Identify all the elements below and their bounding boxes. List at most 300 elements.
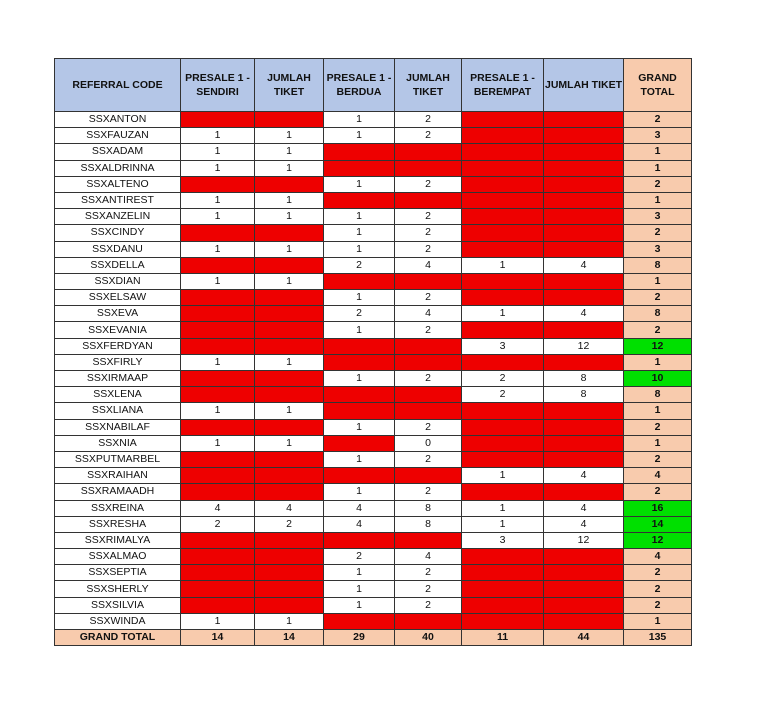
referral-code-cell: SSXSILVIA bbox=[55, 597, 181, 613]
value-cell: 2 bbox=[395, 290, 462, 306]
referral-code-cell: SSXLIANA bbox=[55, 403, 181, 419]
value-cell bbox=[255, 565, 324, 581]
value-cell: 4 bbox=[324, 516, 395, 532]
table-row bbox=[55, 338, 692, 354]
value-cell bbox=[395, 532, 462, 548]
grand-total-cell: 8 bbox=[624, 306, 692, 322]
value-cell: 1 bbox=[181, 613, 255, 629]
value-cell: 2 bbox=[255, 516, 324, 532]
grand-total-cell: 12 bbox=[624, 338, 692, 354]
table-body bbox=[55, 112, 692, 630]
value-cell bbox=[255, 451, 324, 467]
value-cell: 2 bbox=[395, 225, 462, 241]
value-cell bbox=[462, 565, 544, 581]
value-cell bbox=[181, 322, 255, 338]
value-cell bbox=[324, 403, 395, 419]
referral-code-cell: SSXRIMALYA bbox=[55, 532, 181, 548]
total-cell: 29 bbox=[324, 630, 395, 646]
value-cell bbox=[544, 322, 624, 338]
value-cell: 1 bbox=[324, 322, 395, 338]
value-cell bbox=[395, 160, 462, 176]
value-cell bbox=[255, 338, 324, 354]
value-cell: 1 bbox=[181, 435, 255, 451]
header-grand-total: GRAND TOTAL bbox=[624, 59, 692, 112]
value-cell: 8 bbox=[395, 516, 462, 532]
total-cell: 14 bbox=[255, 630, 324, 646]
referral-code-cell: SSXIRMAAP bbox=[55, 371, 181, 387]
grand-total-cell: 14 bbox=[624, 516, 692, 532]
value-cell: 3 bbox=[462, 532, 544, 548]
grand-total-cell: 2 bbox=[624, 565, 692, 581]
grand-total-cell: 1 bbox=[624, 144, 692, 160]
value-cell bbox=[462, 128, 544, 144]
value-cell bbox=[255, 597, 324, 613]
total-cell: 44 bbox=[544, 630, 624, 646]
value-cell bbox=[462, 225, 544, 241]
value-cell: 1 bbox=[181, 144, 255, 160]
value-cell bbox=[544, 565, 624, 581]
grand-total-row bbox=[55, 630, 692, 646]
value-cell bbox=[462, 613, 544, 629]
table-row bbox=[55, 257, 692, 273]
referral-code-cell: SSXPUTMARBEL bbox=[55, 451, 181, 467]
value-cell: 4 bbox=[395, 549, 462, 565]
value-cell bbox=[255, 322, 324, 338]
value-cell bbox=[395, 387, 462, 403]
value-cell: 2 bbox=[395, 322, 462, 338]
referral-code-cell: SSXANTIREST bbox=[55, 192, 181, 208]
value-cell bbox=[544, 241, 624, 257]
referral-code-cell: SSXREINA bbox=[55, 500, 181, 516]
value-cell: 2 bbox=[324, 306, 395, 322]
grand-total-cell: 1 bbox=[624, 273, 692, 289]
table-row bbox=[55, 322, 692, 338]
value-cell: 2 bbox=[395, 597, 462, 613]
grand-total-cell: 2 bbox=[624, 290, 692, 306]
value-cell bbox=[255, 532, 324, 548]
value-cell bbox=[462, 160, 544, 176]
value-cell: 1 bbox=[255, 613, 324, 629]
value-cell bbox=[181, 451, 255, 467]
value-cell bbox=[462, 176, 544, 192]
value-cell bbox=[255, 225, 324, 241]
table-row bbox=[55, 160, 692, 176]
value-cell bbox=[255, 387, 324, 403]
grand-total-cell: 2 bbox=[624, 451, 692, 467]
value-cell bbox=[255, 257, 324, 273]
grand-total-cell: 1 bbox=[624, 403, 692, 419]
value-cell bbox=[544, 144, 624, 160]
value-cell bbox=[324, 144, 395, 160]
table-row bbox=[55, 565, 692, 581]
header-presale-berdua: PRESALE 1 - BERDUA bbox=[324, 59, 395, 112]
table-row bbox=[55, 581, 692, 597]
value-cell: 2 bbox=[462, 371, 544, 387]
table-row bbox=[55, 500, 692, 516]
value-cell bbox=[324, 387, 395, 403]
value-cell bbox=[395, 613, 462, 629]
value-cell: 2 bbox=[395, 128, 462, 144]
header-referral-code: REFERRAL CODE bbox=[55, 59, 181, 112]
value-cell: 1 bbox=[255, 354, 324, 370]
value-cell: 1 bbox=[324, 597, 395, 613]
referral-code-cell: SSXEVA bbox=[55, 306, 181, 322]
value-cell bbox=[255, 468, 324, 484]
value-cell bbox=[255, 581, 324, 597]
value-cell: 1 bbox=[324, 565, 395, 581]
value-cell bbox=[181, 565, 255, 581]
referral-code-cell: SSXRAIHAN bbox=[55, 468, 181, 484]
value-cell bbox=[544, 451, 624, 467]
value-cell bbox=[462, 209, 544, 225]
table-row bbox=[55, 112, 692, 128]
value-cell: 1 bbox=[181, 354, 255, 370]
value-cell bbox=[181, 468, 255, 484]
value-cell: 1 bbox=[181, 128, 255, 144]
grand-total-cell: 4 bbox=[624, 549, 692, 565]
value-cell bbox=[544, 176, 624, 192]
grand-total-cell: 3 bbox=[624, 241, 692, 257]
value-cell: 1 bbox=[324, 581, 395, 597]
value-cell bbox=[181, 549, 255, 565]
value-cell bbox=[324, 468, 395, 484]
value-cell: 1 bbox=[181, 241, 255, 257]
value-cell: 1 bbox=[324, 112, 395, 128]
value-cell bbox=[395, 338, 462, 354]
referral-code-cell: SSXDELLA bbox=[55, 257, 181, 273]
table-row bbox=[55, 597, 692, 613]
value-cell bbox=[181, 581, 255, 597]
value-cell: 1 bbox=[462, 468, 544, 484]
referral-code-cell: SSXWINDA bbox=[55, 613, 181, 629]
grand-total-cell: 8 bbox=[624, 387, 692, 403]
value-cell: 1 bbox=[324, 128, 395, 144]
value-cell: 1 bbox=[255, 160, 324, 176]
value-cell: 4 bbox=[544, 516, 624, 532]
value-cell bbox=[181, 532, 255, 548]
referral-code-cell: SSXSEPTIA bbox=[55, 565, 181, 581]
value-cell bbox=[181, 176, 255, 192]
value-cell bbox=[544, 192, 624, 208]
value-cell bbox=[324, 338, 395, 354]
value-cell bbox=[255, 484, 324, 500]
table-row bbox=[55, 290, 692, 306]
value-cell bbox=[462, 419, 544, 435]
value-cell bbox=[181, 597, 255, 613]
value-cell: 0 bbox=[395, 435, 462, 451]
value-cell: 1 bbox=[181, 403, 255, 419]
value-cell bbox=[544, 225, 624, 241]
value-cell bbox=[462, 549, 544, 565]
grand-total-cell: 2 bbox=[624, 484, 692, 500]
grand-total-cell: 1 bbox=[624, 192, 692, 208]
grand-total-cell: 2 bbox=[624, 322, 692, 338]
value-cell bbox=[395, 403, 462, 419]
referral-code-cell: SSXLENA bbox=[55, 387, 181, 403]
value-cell bbox=[462, 112, 544, 128]
value-cell bbox=[462, 451, 544, 467]
referral-code-cell: SSXCINDY bbox=[55, 225, 181, 241]
table-row bbox=[55, 451, 692, 467]
table-row bbox=[55, 419, 692, 435]
table-row bbox=[55, 532, 692, 548]
value-cell bbox=[462, 273, 544, 289]
value-cell bbox=[462, 484, 544, 500]
table-row bbox=[55, 241, 692, 257]
referral-code-cell: SSXNABILAF bbox=[55, 419, 181, 435]
value-cell: 2 bbox=[324, 257, 395, 273]
value-cell: 2 bbox=[395, 241, 462, 257]
grand-total-cell: 2 bbox=[624, 112, 692, 128]
value-cell: 2 bbox=[395, 451, 462, 467]
total-cell: 14 bbox=[181, 630, 255, 646]
table-row bbox=[55, 209, 692, 225]
total-cell: 135 bbox=[624, 630, 692, 646]
value-cell bbox=[462, 597, 544, 613]
value-cell: 8 bbox=[395, 500, 462, 516]
value-cell bbox=[181, 306, 255, 322]
value-cell: 1 bbox=[462, 516, 544, 532]
value-cell: 1 bbox=[255, 128, 324, 144]
value-cell bbox=[544, 581, 624, 597]
referral-code-cell: SSXEVANIA bbox=[55, 322, 181, 338]
table-row bbox=[55, 371, 692, 387]
grand-total-cell: 2 bbox=[624, 176, 692, 192]
total-cell: 11 bbox=[462, 630, 544, 646]
grand-total-cell: 1 bbox=[624, 613, 692, 629]
table-row bbox=[55, 192, 692, 208]
grand-total-cell: 1 bbox=[624, 354, 692, 370]
grand-total-cell: 3 bbox=[624, 128, 692, 144]
value-cell: 1 bbox=[255, 209, 324, 225]
value-cell: 2 bbox=[395, 371, 462, 387]
value-cell bbox=[462, 144, 544, 160]
total-cell: 40 bbox=[395, 630, 462, 646]
value-cell bbox=[544, 403, 624, 419]
value-cell bbox=[181, 387, 255, 403]
value-cell: 4 bbox=[324, 500, 395, 516]
table-row bbox=[55, 225, 692, 241]
total-label: GRAND TOTAL bbox=[55, 630, 181, 646]
referral-code-cell: SSXELSAW bbox=[55, 290, 181, 306]
value-cell: 4 bbox=[544, 306, 624, 322]
referral-code-cell: SSXDIAN bbox=[55, 273, 181, 289]
table-row bbox=[55, 354, 692, 370]
value-cell bbox=[395, 144, 462, 160]
value-cell: 1 bbox=[324, 451, 395, 467]
header-presale-sendiri: PRESALE 1 - SENDIRI bbox=[181, 59, 255, 112]
value-cell bbox=[255, 419, 324, 435]
value-cell: 2 bbox=[395, 565, 462, 581]
value-cell bbox=[544, 484, 624, 500]
grand-total-cell: 3 bbox=[624, 209, 692, 225]
value-cell: 1 bbox=[181, 192, 255, 208]
value-cell: 1 bbox=[255, 241, 324, 257]
referral-code-cell: SSXFERDYAN bbox=[55, 338, 181, 354]
value-cell: 4 bbox=[255, 500, 324, 516]
value-cell bbox=[544, 354, 624, 370]
value-cell bbox=[395, 354, 462, 370]
value-cell bbox=[181, 257, 255, 273]
value-cell bbox=[462, 403, 544, 419]
value-cell bbox=[544, 597, 624, 613]
value-cell: 1 bbox=[324, 419, 395, 435]
value-cell bbox=[181, 225, 255, 241]
value-cell bbox=[462, 354, 544, 370]
referral-code-cell: SSXANZELIN bbox=[55, 209, 181, 225]
header-jumlah-tiket-berempat: JUMLAH TIKET bbox=[544, 59, 624, 112]
value-cell: 1 bbox=[324, 176, 395, 192]
value-cell bbox=[181, 371, 255, 387]
table-row bbox=[55, 387, 692, 403]
value-cell bbox=[462, 192, 544, 208]
value-cell: 4 bbox=[395, 306, 462, 322]
value-cell: 1 bbox=[324, 209, 395, 225]
table-row bbox=[55, 128, 692, 144]
referral-code-cell: SSXADAM bbox=[55, 144, 181, 160]
table-row bbox=[55, 144, 692, 160]
value-cell bbox=[181, 419, 255, 435]
value-cell: 2 bbox=[395, 112, 462, 128]
grand-total-cell: 2 bbox=[624, 597, 692, 613]
value-cell bbox=[395, 192, 462, 208]
referral-code-cell: SSXRESHA bbox=[55, 516, 181, 532]
table-row bbox=[55, 516, 692, 532]
table-row bbox=[55, 613, 692, 629]
value-cell: 2 bbox=[395, 209, 462, 225]
table-row bbox=[55, 484, 692, 500]
table-row bbox=[55, 549, 692, 565]
referral-code-cell: SSXALMAO bbox=[55, 549, 181, 565]
table-row bbox=[55, 403, 692, 419]
value-cell bbox=[324, 160, 395, 176]
value-cell bbox=[544, 419, 624, 435]
grand-total-cell: 8 bbox=[624, 257, 692, 273]
value-cell bbox=[324, 192, 395, 208]
referral-code-cell: SSXALTENO bbox=[55, 176, 181, 192]
value-cell bbox=[324, 613, 395, 629]
value-cell bbox=[255, 176, 324, 192]
value-cell bbox=[255, 306, 324, 322]
value-cell: 4 bbox=[181, 500, 255, 516]
referral-code-cell: SSXNIA bbox=[55, 435, 181, 451]
value-cell bbox=[544, 549, 624, 565]
referral-table bbox=[54, 58, 692, 646]
value-cell bbox=[544, 209, 624, 225]
value-cell: 1 bbox=[324, 371, 395, 387]
value-cell: 12 bbox=[544, 338, 624, 354]
value-cell: 2 bbox=[395, 419, 462, 435]
value-cell: 8 bbox=[544, 387, 624, 403]
value-cell bbox=[181, 290, 255, 306]
table-row bbox=[55, 273, 692, 289]
grand-total-cell: 2 bbox=[624, 581, 692, 597]
value-cell bbox=[544, 112, 624, 128]
value-cell: 4 bbox=[544, 500, 624, 516]
value-cell bbox=[395, 273, 462, 289]
value-cell: 1 bbox=[255, 273, 324, 289]
value-cell bbox=[544, 290, 624, 306]
value-cell bbox=[395, 468, 462, 484]
referral-code-cell: SSXRAMAADH bbox=[55, 484, 181, 500]
value-cell: 1 bbox=[324, 225, 395, 241]
header-jumlah-tiket-berdua: JUMLAH TIKET bbox=[395, 59, 462, 112]
value-cell bbox=[462, 322, 544, 338]
value-cell: 1 bbox=[462, 306, 544, 322]
value-cell bbox=[324, 532, 395, 548]
value-cell bbox=[255, 112, 324, 128]
value-cell: 1 bbox=[181, 160, 255, 176]
value-cell bbox=[181, 484, 255, 500]
value-cell bbox=[544, 160, 624, 176]
value-cell: 2 bbox=[181, 516, 255, 532]
referral-code-cell: SSXALDRINNA bbox=[55, 160, 181, 176]
value-cell: 1 bbox=[181, 209, 255, 225]
value-cell: 8 bbox=[544, 371, 624, 387]
value-cell: 2 bbox=[462, 387, 544, 403]
table-row bbox=[55, 176, 692, 192]
value-cell: 4 bbox=[544, 468, 624, 484]
value-cell bbox=[462, 241, 544, 257]
value-cell bbox=[181, 112, 255, 128]
table-row bbox=[55, 468, 692, 484]
value-cell bbox=[324, 354, 395, 370]
value-cell bbox=[544, 613, 624, 629]
grand-total-cell: 2 bbox=[624, 225, 692, 241]
value-cell: 2 bbox=[395, 581, 462, 597]
value-cell: 1 bbox=[462, 500, 544, 516]
value-cell: 1 bbox=[255, 144, 324, 160]
header-jumlah-tiket-sendiri: JUMLAH TIKET bbox=[255, 59, 324, 112]
value-cell bbox=[462, 290, 544, 306]
value-cell: 3 bbox=[462, 338, 544, 354]
grand-total-cell: 2 bbox=[624, 419, 692, 435]
value-cell bbox=[544, 128, 624, 144]
grand-total-cell: 4 bbox=[624, 468, 692, 484]
value-cell: 1 bbox=[324, 484, 395, 500]
value-cell bbox=[255, 371, 324, 387]
value-cell: 1 bbox=[324, 290, 395, 306]
value-cell: 2 bbox=[395, 484, 462, 500]
value-cell: 1 bbox=[181, 273, 255, 289]
value-cell: 1 bbox=[255, 403, 324, 419]
value-cell: 2 bbox=[395, 176, 462, 192]
value-cell bbox=[462, 581, 544, 597]
value-cell: 4 bbox=[544, 257, 624, 273]
grand-total-cell: 1 bbox=[624, 160, 692, 176]
value-cell: 1 bbox=[255, 192, 324, 208]
value-cell bbox=[462, 435, 544, 451]
grand-total-cell: 12 bbox=[624, 532, 692, 548]
value-cell: 4 bbox=[395, 257, 462, 273]
value-cell bbox=[544, 435, 624, 451]
header-presale-berempat: PRESALE 1 - BEREMPAT bbox=[462, 59, 544, 112]
value-cell bbox=[544, 273, 624, 289]
header-row bbox=[55, 59, 692, 112]
referral-code-cell: SSXFAUZAN bbox=[55, 128, 181, 144]
value-cell: 1 bbox=[462, 257, 544, 273]
grand-total-cell: 1 bbox=[624, 435, 692, 451]
value-cell bbox=[324, 273, 395, 289]
grand-total-cell: 16 bbox=[624, 500, 692, 516]
value-cell bbox=[324, 435, 395, 451]
referral-code-cell: SSXANTON bbox=[55, 112, 181, 128]
value-cell: 1 bbox=[324, 241, 395, 257]
value-cell bbox=[255, 290, 324, 306]
value-cell: 12 bbox=[544, 532, 624, 548]
value-cell: 1 bbox=[255, 435, 324, 451]
table-row bbox=[55, 435, 692, 451]
